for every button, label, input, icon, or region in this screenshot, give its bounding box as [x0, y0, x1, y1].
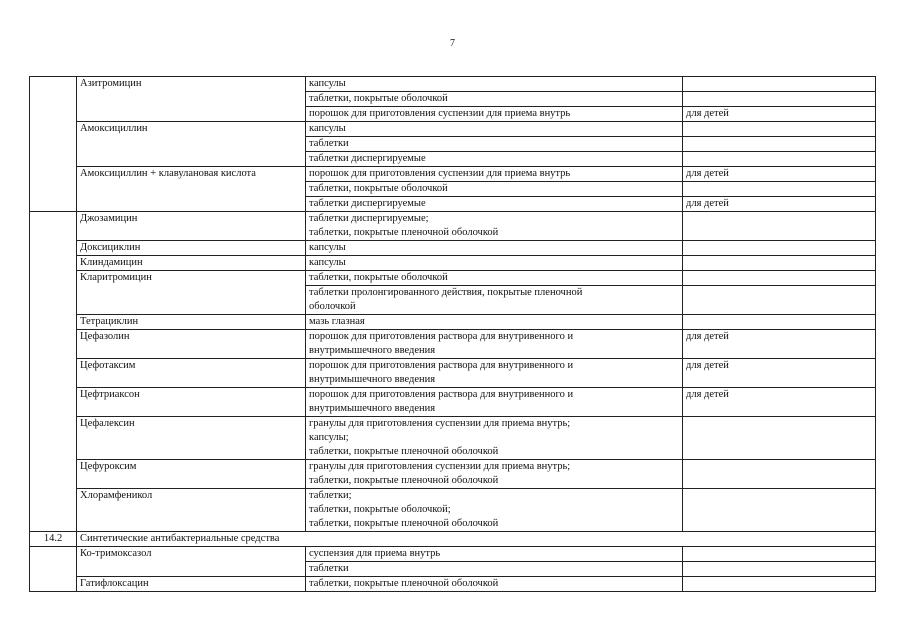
note-cell	[683, 92, 876, 107]
dosage-form-line: таблетки диспергируемые	[309, 153, 426, 164]
dosage-form-cell	[306, 212, 683, 241]
table-row	[30, 489, 876, 532]
drug-name-cell: Ко-тримоксазол	[77, 547, 306, 562]
code-cell	[30, 167, 77, 182]
table-row	[30, 182, 876, 197]
dosage-form-line: таблетки	[309, 138, 349, 149]
dosage-form-line: таблетки, покрытые пленочной оболочкой	[309, 227, 499, 238]
code-cell	[30, 286, 77, 315]
note-cell: для детей	[683, 359, 876, 388]
dosage-form-line: таблетки, покрытые пленочной оболочкой	[309, 578, 499, 589]
drug-name-cell	[77, 562, 306, 577]
table-row	[30, 212, 876, 241]
table-row	[30, 152, 876, 167]
note-cell	[683, 460, 876, 489]
dosage-form-cell	[306, 417, 683, 460]
section-code: 14.2	[30, 532, 77, 547]
drug-name-cell: Цефуроксим	[77, 460, 306, 489]
note-cell: для детей	[683, 388, 876, 417]
dosage-form-cell	[306, 182, 683, 197]
dosage-form-cell	[306, 197, 683, 212]
dosage-form-cell	[306, 122, 683, 137]
code-cell	[30, 359, 77, 388]
table-row	[30, 77, 876, 92]
code-cell	[30, 460, 77, 489]
page-number: 7	[450, 38, 455, 49]
dosage-form-line: таблетки, покрытые пленочной оболочкой	[309, 475, 499, 486]
dosage-form-cell	[306, 489, 683, 532]
table-row	[30, 315, 876, 330]
drug-name-cell: Тетрациклин	[77, 315, 306, 330]
dosage-form-cell	[306, 107, 683, 122]
dosage-form-line: капсулы;	[309, 432, 349, 443]
note-cell	[683, 256, 876, 271]
dosage-form-line: капсулы	[309, 257, 346, 268]
dosage-form-cell	[306, 256, 683, 271]
table-row	[30, 359, 876, 388]
note-cell	[683, 152, 876, 167]
dosage-form-cell	[306, 167, 683, 182]
dosage-form-line: капсулы	[309, 242, 346, 253]
table-row	[30, 107, 876, 122]
dosage-form-line: таблетки, покрытые оболочкой	[309, 93, 448, 104]
dosage-form-cell	[306, 547, 683, 562]
dosage-form-line: гранулы для приготовления суспензии для приема внутрь;	[309, 418, 571, 429]
dosage-form-line: таблетки пролонгированного действия, покрытые пленочной	[309, 287, 583, 298]
note-cell	[683, 271, 876, 286]
dosage-form-line: таблетки, покрытые пленочной оболочкой	[309, 518, 499, 529]
code-cell	[30, 547, 77, 562]
section-row	[30, 532, 876, 547]
dosage-form-cell	[306, 286, 683, 315]
note-cell	[683, 315, 876, 330]
drug-name-cell: Цефотаксим	[77, 359, 306, 388]
drug-name-cell: Амоксициллин	[77, 122, 306, 137]
dosage-form-line: таблетки;	[309, 490, 352, 501]
dosage-form-line: таблетки диспергируемые;	[309, 213, 429, 224]
note-cell	[683, 577, 876, 592]
drug-name-cell: Джозамицин	[77, 212, 306, 241]
code-cell	[30, 562, 77, 577]
table-row	[30, 547, 876, 562]
table-row	[30, 167, 876, 182]
table-row	[30, 577, 876, 592]
dosage-form-line: порошок для приготовления раствора для внутривенного и	[309, 331, 574, 342]
note-cell	[683, 417, 876, 460]
drug-name-cell: Азитромицин	[77, 77, 306, 92]
dosage-form-line: суспензия для приема внутрь	[309, 548, 441, 559]
drug-name-cell	[77, 137, 306, 152]
code-cell	[30, 182, 77, 197]
dosage-form-cell	[306, 77, 683, 92]
code-cell	[30, 256, 77, 271]
table-row	[30, 271, 876, 286]
table-row	[30, 256, 876, 271]
dosage-form-line: оболочкой	[309, 301, 356, 312]
dosage-form-line: капсулы	[309, 78, 346, 89]
drug-table	[29, 76, 876, 592]
drug-name-cell: Доксициклин	[77, 241, 306, 256]
table-row	[30, 286, 876, 315]
drug-name-cell: Хлорамфеникол	[77, 489, 306, 532]
drug-name-cell	[77, 107, 306, 122]
code-cell	[30, 197, 77, 212]
code-cell	[30, 330, 77, 359]
dosage-form-line: порошок для приготовления раствора для внутривенного и	[309, 389, 574, 400]
code-cell	[30, 315, 77, 330]
table-row	[30, 92, 876, 107]
table-row	[30, 562, 876, 577]
code-cell	[30, 577, 77, 592]
dosage-form-cell	[306, 577, 683, 592]
dosage-form-line: внутримышечного введения	[309, 345, 436, 356]
dosage-form-line: таблетки	[309, 563, 349, 574]
dosage-form-cell	[306, 330, 683, 359]
dosage-form-cell	[306, 315, 683, 330]
dosage-form-cell	[306, 241, 683, 256]
note-cell	[683, 212, 876, 241]
note-cell: для детей	[683, 167, 876, 182]
note-cell	[683, 489, 876, 532]
code-cell	[30, 417, 77, 460]
table-row	[30, 330, 876, 359]
dosage-form-line: порошок для приготовления суспензии для приема внутрь	[309, 168, 571, 179]
dosage-form-cell	[306, 562, 683, 577]
drug-name-cell	[77, 197, 306, 212]
table-row	[30, 122, 876, 137]
table-body	[30, 77, 876, 592]
code-cell	[30, 77, 77, 92]
dosage-form-line: таблетки, покрытые оболочкой	[309, 272, 448, 283]
note-cell	[683, 547, 876, 562]
drug-name-cell: Цефазолин	[77, 330, 306, 359]
note-cell	[683, 122, 876, 137]
dosage-form-cell	[306, 460, 683, 489]
note-cell	[683, 182, 876, 197]
code-cell	[30, 152, 77, 167]
note-cell: для детей	[683, 107, 876, 122]
code-cell	[30, 92, 77, 107]
code-cell	[30, 122, 77, 137]
dosage-form-line: таблетки, покрытые оболочкой;	[309, 504, 451, 515]
code-cell	[30, 241, 77, 256]
note-cell	[683, 286, 876, 315]
drug-name-cell	[77, 92, 306, 107]
dosage-form-line: порошок для приготовления суспензии для приема внутрь	[309, 108, 571, 119]
drug-name-cell: Цефалексин	[77, 417, 306, 460]
drug-name-cell	[77, 182, 306, 197]
drug-name-cell	[77, 286, 306, 315]
note-cell	[683, 137, 876, 152]
dosage-form-line: таблетки диспергируемые	[309, 198, 426, 209]
note-cell: для детей	[683, 330, 876, 359]
note-cell: для детей	[683, 197, 876, 212]
code-cell	[30, 271, 77, 286]
code-cell	[30, 107, 77, 122]
dosage-form-cell	[306, 137, 683, 152]
drug-name-cell: Клиндамицин	[77, 256, 306, 271]
code-cell	[30, 388, 77, 417]
drug-name-cell: Кларитромицин	[77, 271, 306, 286]
dosage-form-cell	[306, 152, 683, 167]
dosage-form-line: мазь глазная	[309, 316, 365, 327]
dosage-form-line: капсулы	[309, 123, 346, 134]
dosage-form-cell	[306, 388, 683, 417]
note-cell	[683, 241, 876, 256]
note-cell	[683, 77, 876, 92]
dosage-form-line: внутримышечного введения	[309, 374, 436, 385]
dosage-form-cell	[306, 271, 683, 286]
dosage-form-line: порошок для приготовления раствора для внутривенного и	[309, 360, 574, 371]
table-row	[30, 137, 876, 152]
dosage-form-line: внутримышечного введения	[309, 403, 436, 414]
table-row	[30, 460, 876, 489]
dosage-form-cell	[306, 92, 683, 107]
table-row	[30, 417, 876, 460]
drug-name-cell: Гатифлоксацин	[77, 577, 306, 592]
dosage-form-line: гранулы для приготовления суспензии для приема внутрь;	[309, 461, 571, 472]
code-cell	[30, 137, 77, 152]
note-cell	[683, 562, 876, 577]
drug-name-cell: Амоксициллин + клавулановая кислота	[77, 167, 306, 182]
drug-name-cell: Цефтриаксон	[77, 388, 306, 417]
code-cell	[30, 212, 77, 241]
code-cell	[30, 489, 77, 532]
dosage-form-cell	[306, 359, 683, 388]
dosage-form-line: таблетки, покрытые пленочной оболочкой	[309, 446, 499, 457]
table-row	[30, 241, 876, 256]
dosage-form-line: таблетки, покрытые оболочкой	[309, 183, 448, 194]
section-title: Синтетические антибактериальные средства	[77, 532, 876, 547]
table-row	[30, 388, 876, 417]
drug-name-cell	[77, 152, 306, 167]
table-row	[30, 197, 876, 212]
